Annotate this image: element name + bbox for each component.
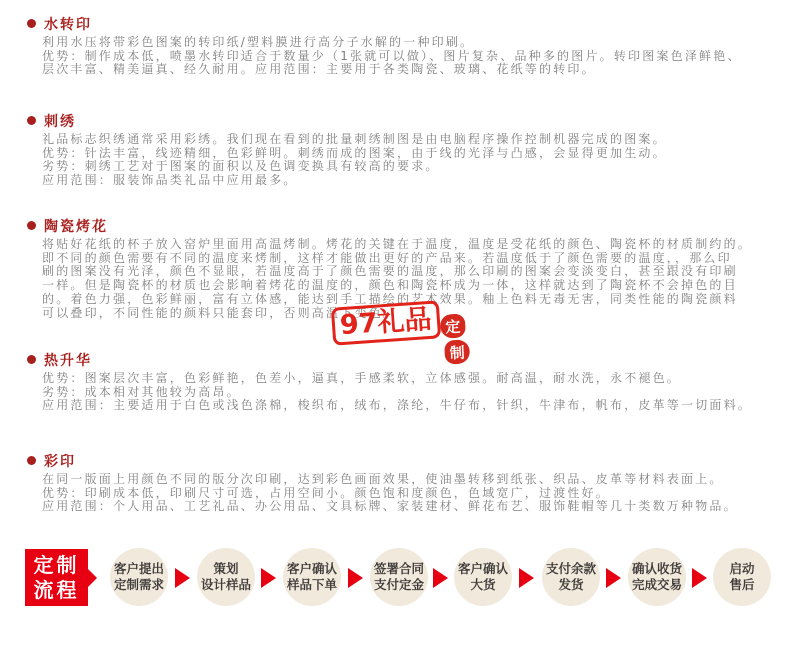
body-line: 优势：图案层次丰富，色彩鲜艳，色差小，逼真，手感柔软，立体感强。耐高温，耐水洗，永不褪色。 — [42, 371, 682, 385]
bullet-icon — [27, 221, 36, 230]
watermark-seal-icon — [440, 313, 473, 365]
arrow-right-icon — [433, 568, 448, 588]
arrow-right-icon — [606, 568, 621, 588]
body-line: 一样。但是陶瓷杯的材质也会影响着烤花的温度的，颜色和陶瓷杯成为一体，这样就达到了陶瓷杯不会掉色的目 — [42, 278, 738, 293]
flow-step-3 — [283, 548, 341, 606]
flow-step-line1: 策划 — [213, 561, 239, 576]
flow-step-4 — [370, 548, 428, 606]
flow-step-line2: 定制需求 — [113, 577, 164, 592]
flow-title-line2: 流程 — [33, 577, 80, 602]
arrow-right-icon — [261, 568, 276, 588]
flow-step-line2: 完成交易 — [631, 577, 682, 592]
flow-step-8 — [713, 548, 771, 606]
section-title: 彩印 — [44, 453, 76, 470]
flow-step-line2: 售后 — [729, 577, 755, 592]
bullet-icon — [27, 355, 36, 364]
flow-step-line1: 支付余款 — [545, 561, 596, 576]
body-line: 将贴好花纸的杯子放入窑炉里面用高温烤制。烤花的关键在于温度，温度是受花纸的颜色、陶瓷杯的材质制约的。 — [42, 237, 753, 251]
flow-step-6 — [542, 548, 600, 606]
bullet-icon — [27, 116, 36, 125]
flow-step-5 — [454, 548, 512, 606]
section-header — [0, 217, 800, 234]
flow-step-line1: 客户确认 — [286, 561, 337, 576]
body-line: 劣势：成本相对其他较为高昂。 — [42, 384, 241, 399]
section-header — [0, 351, 800, 368]
body-line: 优势：印刷成本低，印刷尺寸可选，占用空间小。颜色饱和度颜色，色域宽广，过渡性好。 — [42, 485, 611, 500]
custom-process-flow — [0, 535, 800, 648]
flow-step-line2: 设计样品 — [200, 577, 251, 592]
body-line: 应用范围：主要适用于白色或浅色涤棉，梭织布，绒布，涤纶，牛仔布，针织，牛津布，帆布，皮革等一切面料。 — [42, 398, 753, 413]
flow-step-line2: 支付定金 — [373, 577, 424, 592]
body-line: 利用水压将带彩色图案的转印纸/塑料膜进行高分子水解的一种印刷。 — [42, 35, 475, 49]
flow-step-line1: 客户提出 — [113, 561, 164, 576]
body-line: 层次丰富、精美逼真、经久耐用。应用范围：主要用于各类陶瓷、玻璃、花纸等的转印。 — [42, 62, 596, 77]
flow-step-line1: 客户确认 — [457, 561, 508, 576]
section-body — [42, 133, 800, 188]
flow-step-line2: 样品下单 — [286, 577, 337, 592]
flow-step-line1: 启动 — [729, 561, 755, 576]
flow-step-1 — [110, 548, 168, 606]
body-line: 应用范围：服装饰品类礼品中应用最多。 — [42, 173, 298, 188]
flow-step-line2: 发货 — [558, 577, 584, 592]
arrow-right-icon — [692, 568, 707, 588]
arrow-right-icon — [519, 568, 534, 588]
arrow-right-icon — [175, 568, 190, 588]
section-title: 热升华 — [44, 352, 92, 369]
flow-title-badge — [25, 549, 88, 606]
body-line: 劣势：刺绣工艺对于图案的面积以及色调变换具有较高的要求。 — [42, 159, 440, 174]
section-header — [0, 452, 800, 469]
section-header — [0, 15, 800, 32]
body-line: 应用范围：个人用品、工艺礼品、办公用品、文具标牌、家装建材、鲜花布艺、服饰鞋帽等几十类数万种物品。 — [42, 499, 738, 514]
flow-step-line1: 签署合同 — [373, 561, 424, 576]
seal-char-top: 定 — [440, 314, 466, 339]
body-line: 即不同的颜色需要有不同的温度来烤制，这样才能做出更好的产品来。若温度低于了颜色需要的温度，，那么印 — [42, 250, 732, 265]
body-line: 优势：制作成本低，喷墨水转印适合于数量少（1张就可以做）、图片复杂、品种多的图片。转印图案色泽鲜艳、 — [42, 48, 742, 63]
section-header — [0, 112, 800, 129]
arrow-right-icon — [348, 568, 363, 588]
body-line: 可以叠印，不同性能的颜料只能套印，否则高温下变色。 — [42, 305, 398, 320]
section-刺绣 — [0, 112, 800, 188]
section-title: 水转印 — [44, 16, 92, 33]
body-line: 礼品标志织绣通常采用彩绣。我们现在看到的批量刺绣制图是由电脑程序操作控制机器完成的图案。 — [42, 132, 667, 146]
flow-step-2 — [197, 548, 255, 606]
section-body — [42, 36, 800, 77]
flow-step-line1: 确认收货 — [631, 561, 682, 576]
watermark-badge: 97礼品 — [331, 300, 441, 345]
section-body — [42, 473, 800, 514]
body-line: 的。着色力强，色彩鲜丽，富有立体感，能达到手工描绘的艺术效果。釉上色料无毒无害，同类性能的陶瓷颜料 — [42, 291, 738, 306]
body-line: 刷的图案没有光泽，颜色不显眼，若温度高于了颜色需要的温度，那么印刷的图案会变淡变白，甚至跟没有印刷 — [42, 264, 738, 279]
section-热升华 — [0, 351, 800, 413]
body-line: 优势：针法丰富，线迹精细，色彩鲜明。刺绣而成的图案，由于线的光泽与凸感，会显得更加生动。 — [42, 145, 667, 160]
section-title: 刺绣 — [44, 113, 76, 130]
bullet-icon — [27, 19, 36, 28]
section-title: 陶瓷烤花 — [44, 218, 108, 235]
seal-char-bottom: 制 — [444, 339, 470, 364]
flow-step-line2: 大货 — [470, 577, 496, 592]
section-body — [42, 372, 800, 413]
flow-title-line1: 定制 — [33, 552, 80, 577]
section-水转印 — [0, 15, 800, 77]
bullet-icon — [27, 456, 36, 465]
section-彩印 — [0, 452, 800, 514]
body-line: 在同一版面上用颜色不同的版分次印刷，达到彩色画面效果，使油墨转移到纸张、织品、皮革等材料表面上。 — [42, 472, 724, 486]
flow-step-7 — [628, 548, 686, 606]
